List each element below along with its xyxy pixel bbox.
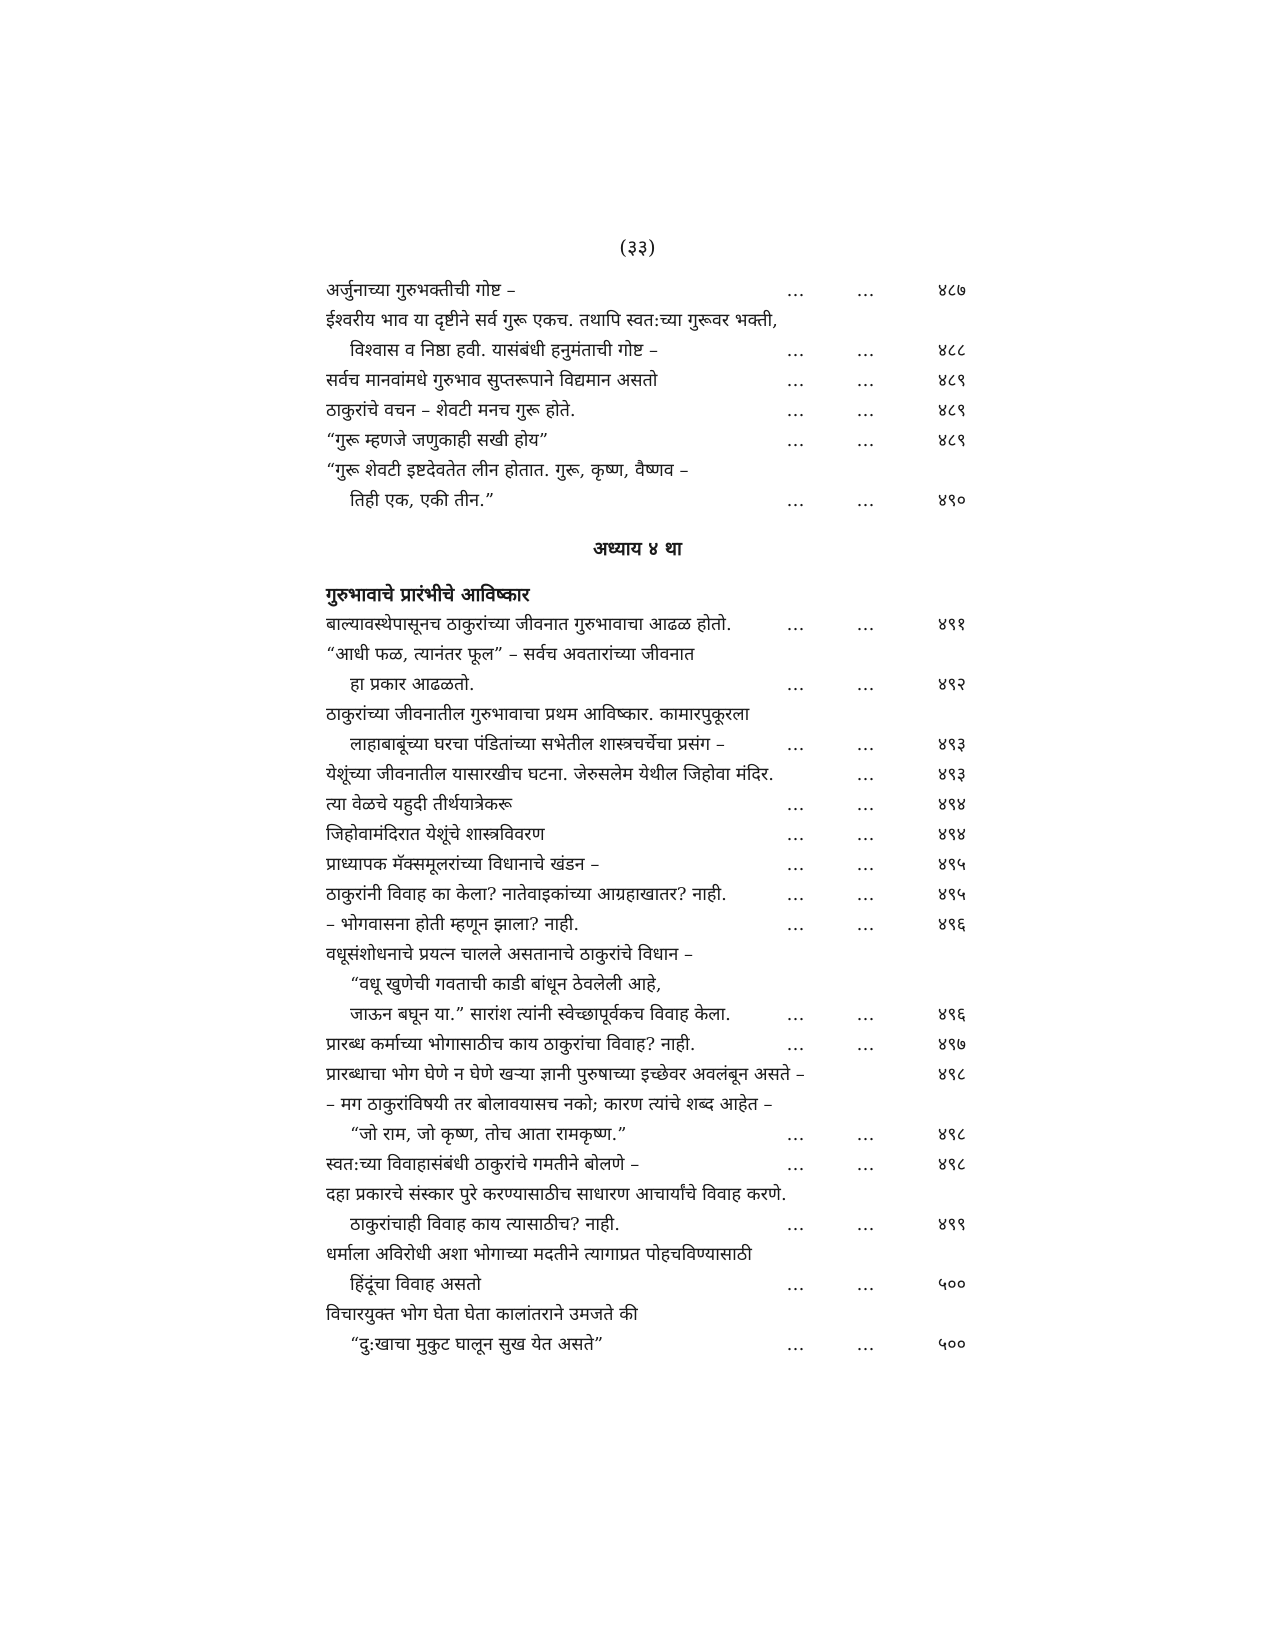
toc-leader-dots: … bbox=[786, 794, 806, 815]
toc-leader-dots: … bbox=[786, 280, 806, 301]
toc-leader-dots: … bbox=[856, 1334, 876, 1355]
toc-entry-text: ठाकुरांच्या जीवनातील गुरुभावाचा प्रथम आविष्कार. कामारपुकूरला bbox=[326, 704, 750, 725]
toc-entry-text: तिही एक, एकी तीन.” bbox=[350, 490, 495, 511]
toc-entry bbox=[326, 760, 966, 790]
toc-entry-text: “जो राम, जो कृष्ण, तोच आता रामकृष्ण.” bbox=[350, 1124, 627, 1145]
toc-page-number: ४९० bbox=[937, 490, 966, 511]
toc-entry-text: येशूंच्या जीवनातील यासारखीच घटना. जेरुसलेम येथील जिहोवा मंदिर. bbox=[326, 764, 774, 785]
toc-entry-text: ठाकुरांचाही विवाह काय त्यासाठीच? नाही. bbox=[350, 1214, 620, 1235]
toc-entry-text: स्वत:च्या विवाहासंबंधी ठाकुरांचे गमतीने बोलणे – bbox=[326, 1154, 640, 1175]
toc-entry-text: प्राध्यापक मॅक्समूलरांच्या विधानाचे खंडन – bbox=[326, 854, 600, 875]
toc-page-number: ४९८ bbox=[937, 1064, 966, 1085]
toc-page-number: ४९४ bbox=[937, 794, 966, 815]
toc-leader-dots: … bbox=[786, 884, 806, 905]
toc-page-number: ४९२ bbox=[937, 674, 966, 695]
toc-entry bbox=[326, 940, 966, 970]
toc-entry bbox=[326, 850, 966, 880]
toc-entry bbox=[326, 306, 966, 336]
toc-entry bbox=[326, 1240, 966, 1270]
toc-leader-dots: … bbox=[786, 490, 806, 511]
toc-entry-text: – भोगवासना होती म्हणून झाला? नाही. bbox=[326, 914, 580, 935]
toc-leader-dots: … bbox=[786, 1274, 806, 1295]
toc-entry-text: जाऊन बघून या.” सारांश त्यांनी स्वेच्छापूर्वकच विवाह केला. bbox=[350, 1004, 731, 1025]
toc-entry-text: ईश्वरीय भाव या दृष्टीने सर्व गुरू एकच. तथापि स्वत:च्या गुरूवर भक्ती, bbox=[326, 310, 778, 331]
toc-list-part2 bbox=[326, 610, 966, 1360]
toc-entry bbox=[326, 456, 966, 486]
toc-entry bbox=[326, 640, 966, 670]
toc-leader-dots: … bbox=[856, 854, 876, 875]
toc-entry bbox=[326, 1030, 966, 1060]
toc-entry bbox=[326, 486, 966, 516]
toc-entry-text: विचारयुक्त भोग घेता घेता कालांतराने उमजते की bbox=[326, 1304, 638, 1325]
toc-entry-text: त्या वेळचे यहुदी तीर्थयात्रेकरू bbox=[326, 794, 513, 815]
toc-entry-text: अर्जुनाच्या गुरुभक्तीची गोष्ट – bbox=[326, 280, 516, 301]
toc-leader-dots: … bbox=[786, 1124, 806, 1145]
toc-entry bbox=[326, 1120, 966, 1150]
toc-entry bbox=[326, 1180, 966, 1210]
toc-leader-dots: … bbox=[856, 280, 876, 301]
toc-entry bbox=[326, 1000, 966, 1030]
toc-entry bbox=[326, 670, 966, 700]
toc-leader-dots: … bbox=[786, 824, 806, 845]
toc-entry-text: बाल्यावस्थेपासूनच ठाकुरांच्या जीवनात गुरुभावाचा आढळ होतो. bbox=[326, 614, 732, 635]
toc-leader-dots: … bbox=[856, 824, 876, 845]
toc-entry bbox=[326, 730, 966, 760]
toc-page-number: ४८८ bbox=[937, 340, 966, 361]
toc-leader-dots: … bbox=[856, 1154, 876, 1175]
toc-leader-dots: … bbox=[786, 1004, 806, 1025]
toc-entry bbox=[326, 396, 966, 426]
toc-entry-text: “आधी फळ, त्यानंतर फूल” – सर्वच अवतारांच्या जीवनात bbox=[326, 644, 695, 665]
toc-page-number: ४९३ bbox=[937, 734, 966, 755]
toc-entry bbox=[326, 426, 966, 456]
toc-page-number: ५०० bbox=[937, 1274, 966, 1295]
toc-leader-dots: … bbox=[856, 914, 876, 935]
toc-page-number: ४९३ bbox=[937, 764, 966, 785]
toc-entry bbox=[326, 1300, 966, 1330]
section-title: गुरुभावाचे प्रारंभीचे आविष्कार bbox=[326, 584, 530, 606]
toc-entry-text: “वधू खुणेची गवताची काडी बांधून ठेवलेली आहे, bbox=[350, 974, 662, 995]
toc-entry-text: ठाकुरांनी विवाह का केला? नातेवाइकांच्या आग्रहाखातर? नाही. bbox=[326, 884, 727, 905]
toc-page-number: ४९१ bbox=[937, 614, 966, 635]
toc-entry bbox=[326, 276, 966, 306]
toc-leader-dots: … bbox=[856, 490, 876, 511]
toc-page-number: ५०० bbox=[937, 1334, 966, 1355]
toc-leader-dots: … bbox=[786, 1154, 806, 1175]
toc-leader-dots: … bbox=[856, 1004, 876, 1025]
toc-entry bbox=[326, 970, 966, 1000]
toc-leader-dots: … bbox=[856, 794, 876, 815]
toc-page-number: ४८९ bbox=[937, 400, 966, 421]
toc-leader-dots: … bbox=[856, 1214, 876, 1235]
toc-entry-text: हिंदूंचा विवाह असतो bbox=[350, 1274, 482, 1295]
toc-entry-text: जिहोवामंदिरात येशूंचे शास्त्रविवरण bbox=[326, 824, 545, 845]
toc-page-number: ४९९ bbox=[937, 1214, 966, 1235]
toc-entry bbox=[326, 1060, 966, 1090]
toc-entry-text: प्रारब्ध कर्माच्या भोगासाठीच काय ठाकुरांचा विवाह? नाही. bbox=[326, 1034, 696, 1055]
toc-leader-dots: … bbox=[856, 370, 876, 391]
toc-leader-dots: … bbox=[856, 614, 876, 635]
toc-page-number: ४९६ bbox=[937, 914, 966, 935]
toc-entry bbox=[326, 880, 966, 910]
toc-page-number: ४८९ bbox=[937, 370, 966, 391]
toc-entry-text: धर्माला अविरोधी अशा भोगाच्या मदतीने त्यागाप्रत पोहचविण्यासाठी bbox=[326, 1244, 752, 1265]
toc-entry-text: ठाकुरांचे वचन – शेवटी मनच गुरू होते. bbox=[326, 400, 576, 421]
toc-page-number: ४८९ bbox=[937, 430, 966, 451]
toc-page-number: ४९५ bbox=[937, 854, 966, 875]
toc-leader-dots: … bbox=[856, 340, 876, 361]
toc-entry-text: “गुरू म्हणजे जणुकाही सखी होय” bbox=[326, 430, 549, 451]
toc-entry bbox=[326, 910, 966, 940]
toc-leader-dots: … bbox=[856, 764, 876, 785]
toc-leader-dots: … bbox=[786, 854, 806, 875]
toc-entry bbox=[326, 1270, 966, 1300]
toc-entry bbox=[326, 1210, 966, 1240]
toc-page-number: ४९८ bbox=[937, 1124, 966, 1145]
toc-leader-dots: … bbox=[856, 430, 876, 451]
toc-entry bbox=[326, 336, 966, 366]
toc-leader-dots: … bbox=[856, 1034, 876, 1055]
toc-entry-text: विश्वास व निष्ठा हवी. यासंबंधी हनुमंताची गोष्ट – bbox=[350, 340, 658, 361]
toc-leader-dots: … bbox=[786, 674, 806, 695]
toc-page-number: ४८७ bbox=[937, 280, 966, 301]
toc-leader-dots: … bbox=[856, 1124, 876, 1145]
toc-entry bbox=[326, 1090, 966, 1120]
toc-leader-dots: … bbox=[786, 1334, 806, 1355]
toc-entry bbox=[326, 820, 966, 850]
toc-leader-dots: … bbox=[856, 400, 876, 421]
toc-leader-dots: … bbox=[856, 674, 876, 695]
toc-entry bbox=[326, 610, 966, 640]
toc-page-number: ४९४ bbox=[937, 824, 966, 845]
toc-leader-dots: … bbox=[786, 614, 806, 635]
toc-entry bbox=[326, 790, 966, 820]
page-number: (३३) bbox=[619, 235, 656, 259]
toc-list-part1 bbox=[326, 276, 966, 516]
chapter-title: अध्याय ४ था bbox=[593, 538, 682, 560]
toc-entry-text: लाहाबाबूंच्या घरचा पंडितांच्या सभेतील शास्त्रचर्चेचा प्रसंग – bbox=[350, 734, 725, 755]
toc-entry-text: “गुरू शेवटी इष्टदेवतेत लीन होतात. गुरू, कृष्ण, वैष्णव – bbox=[326, 460, 689, 481]
toc-leader-dots: … bbox=[786, 370, 806, 391]
toc-entry-text: “दु:खाचा मुकुट घालून सुख येत असते” bbox=[350, 1334, 604, 1355]
toc-entry-text: प्रारब्धाचा भोग घेणे न घेणे खऱ्या ज्ञानी पुरुषाच्या इच्छेवर अवलंबून असते – bbox=[326, 1064, 805, 1085]
toc-leader-dots: … bbox=[786, 340, 806, 361]
toc-leader-dots: … bbox=[856, 734, 876, 755]
toc-leader-dots: … bbox=[856, 1274, 876, 1295]
toc-entry bbox=[326, 366, 966, 396]
toc-page-number: ४९७ bbox=[937, 1034, 966, 1055]
toc-leader-dots: … bbox=[786, 914, 806, 935]
toc-leader-dots: … bbox=[786, 1034, 806, 1055]
toc-entry-text: वधूसंशोधनाचे प्रयत्न चालले असतानाचे ठाकुरांचे विधान – bbox=[326, 944, 694, 965]
toc-leader-dots: … bbox=[786, 1214, 806, 1235]
toc-page-number: ४९५ bbox=[937, 884, 966, 905]
toc-entry-text: – मग ठाकुरांविषयी तर बोलावयासच नको; कारण त्यांचे शब्द आहेत – bbox=[326, 1094, 773, 1115]
toc-leader-dots: … bbox=[786, 734, 806, 755]
toc-page-number: ४९८ bbox=[937, 1154, 966, 1175]
toc-entry-text: हा प्रकार आढळतो. bbox=[350, 674, 475, 695]
toc-leader-dots: … bbox=[786, 400, 806, 421]
toc-entry-text: दहा प्रकारचे संस्कार पुरे करण्यासाठीच साधारण आचार्यांचे विवाह करणे. bbox=[326, 1184, 787, 1205]
toc-page-number: ४९६ bbox=[937, 1004, 966, 1025]
toc-entry-text: सर्वच मानवांमधे गुरुभाव सुप्तरूपाने विद्यमान असतो bbox=[326, 370, 658, 391]
toc-leader-dots: … bbox=[786, 430, 806, 451]
toc-entry bbox=[326, 700, 966, 730]
toc-entry bbox=[326, 1150, 966, 1180]
toc-entry bbox=[326, 1330, 966, 1360]
toc-leader-dots: … bbox=[856, 884, 876, 905]
